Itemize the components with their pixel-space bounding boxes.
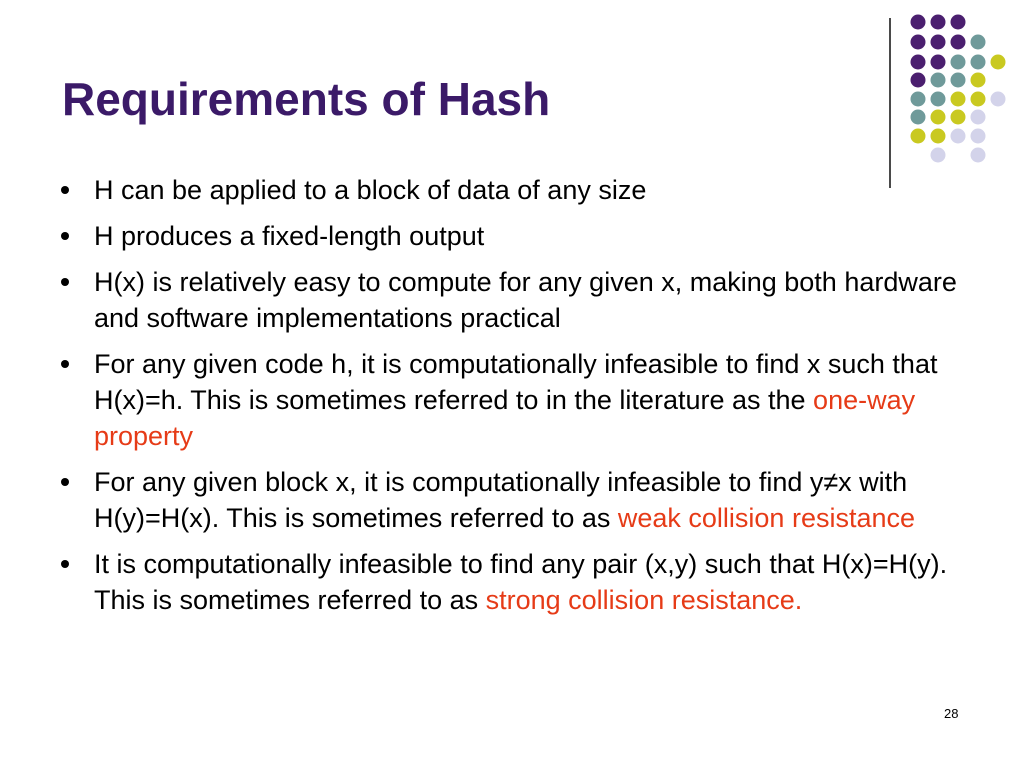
slide-title: Requirements of Hash [62, 73, 551, 125]
bullet-text: For any given block x, it is computationally infeasible to find y≠x with H(y)=H(x). This is sometimes referred to as [94, 467, 908, 533]
decorative-dot [931, 92, 946, 107]
decorative-dot [931, 73, 946, 88]
decorative-dot [991, 92, 1006, 107]
decorative-dot [911, 92, 926, 107]
decorative-dot [971, 55, 986, 70]
bullet-list [58, 172, 958, 628]
page-number: 28 [944, 706, 959, 721]
highlighted-term: one-way property [94, 385, 916, 451]
decorative-dot [911, 55, 926, 70]
vertical-divider [889, 18, 891, 188]
decorative-dot [911, 73, 926, 88]
decorative-dot [951, 35, 966, 50]
decorative-dot [951, 55, 966, 70]
highlighted-term: weak collision resistance [617, 503, 916, 533]
bullet-item-3 [58, 264, 958, 336]
decorative-dot [931, 129, 946, 144]
decorative-dot [931, 148, 946, 163]
decorative-dot [971, 148, 986, 163]
decorative-dot [951, 129, 966, 144]
decorative-dot [911, 110, 926, 125]
decorative-dot [991, 55, 1006, 70]
decorative-dot [951, 15, 966, 30]
bullet-text: H(x) is relatively easy to compute for any given x, making both hardware and software implementations practical [94, 267, 957, 333]
decorative-dot [931, 55, 946, 70]
decorative-dot [971, 129, 986, 144]
bullet-item-2 [58, 218, 958, 254]
decorative-dot [931, 35, 946, 50]
decorative-dot [971, 73, 986, 88]
bullet-item-5 [58, 464, 958, 536]
decorative-dot [951, 73, 966, 88]
bullet-item-1 [58, 172, 958, 208]
decorative-dot [971, 35, 986, 50]
decorative-dot [911, 15, 926, 30]
bullet-text: For any given code h, it is computationally infeasible to find x such that H(x)=h. This is sometimes referred to in the literature as the [94, 349, 938, 415]
decorative-dot [931, 110, 946, 125]
decorative-dot [931, 15, 946, 30]
decorative-dot [971, 110, 986, 125]
bullet-item-6 [58, 546, 958, 618]
decorative-dot [951, 110, 966, 125]
bullet-text: H produces a fixed-length output [94, 221, 485, 251]
bullet-text: H can be applied to a block of data of any size [94, 175, 647, 205]
decorative-dot [911, 35, 926, 50]
decorative-dot [911, 129, 926, 144]
decorative-dot [971, 92, 986, 107]
decorative-dot [951, 92, 966, 107]
bullet-item-4 [58, 346, 958, 454]
bullet-text: It is computationally infeasible to find any pair (x,y) such that H(x)=H(y). This is sometimes referred to as [94, 549, 948, 615]
highlighted-term: strong collision resistance. [485, 585, 803, 615]
